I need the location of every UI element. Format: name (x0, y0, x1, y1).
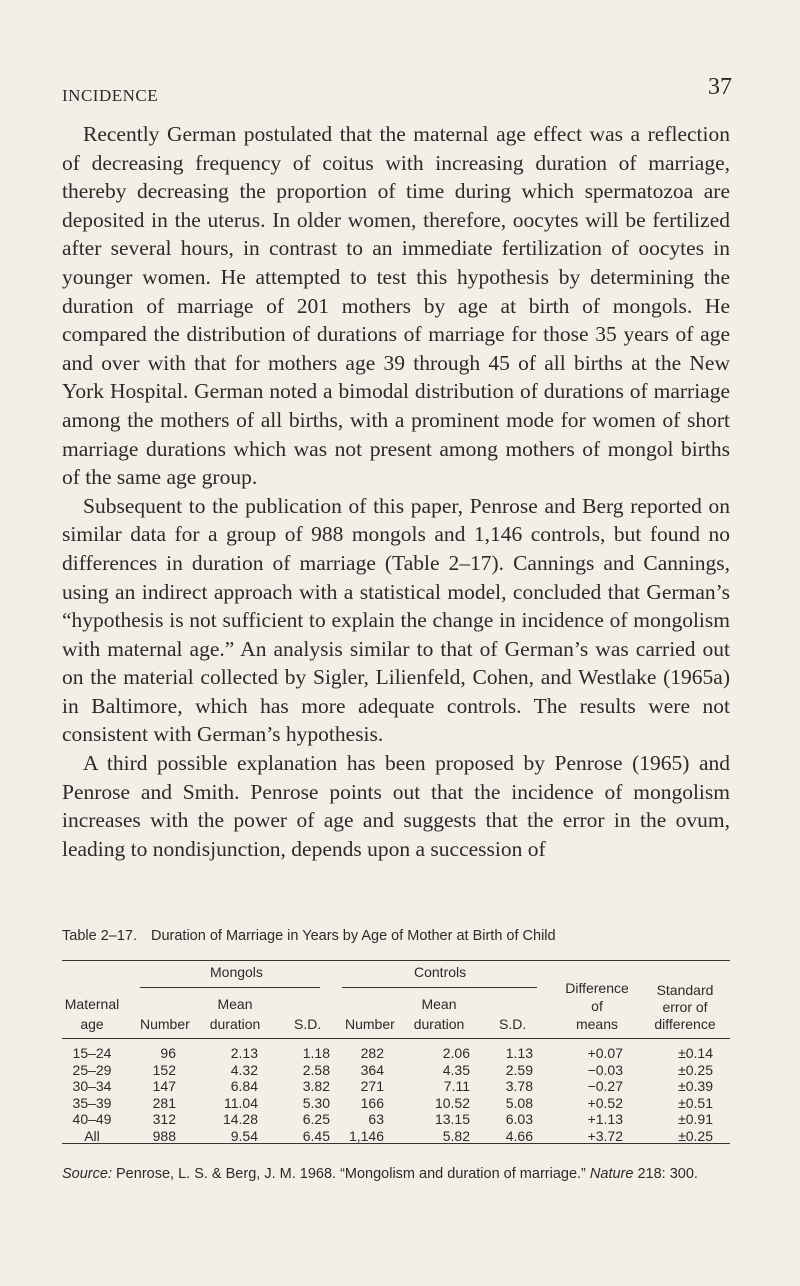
cell-m-mean: 2.13 (230, 1045, 258, 1061)
table-header-rule (62, 1038, 730, 1039)
source-journal: Nature (589, 1166, 634, 1182)
table-top-rule (62, 960, 730, 961)
cell-age: 25–29 (72, 1061, 112, 1078)
cell-m-mean: 4.32 (230, 1061, 258, 1078)
table-source (62, 1164, 730, 1185)
cell-c-mean: 10.52 (434, 1094, 470, 1111)
col-header-m-duration: duration (209, 1016, 261, 1032)
cell-c-number: 271 (360, 1078, 384, 1095)
cell-age: 40–49 (72, 1111, 112, 1128)
cell-age: 15–24 (72, 1045, 112, 1061)
cell-m-mean: 6.84 (230, 1078, 258, 1095)
cell-m-sd: 6.45 (302, 1128, 330, 1144)
col-header-standard: Standard (656, 982, 714, 998)
col-header-age: age (80, 1016, 104, 1032)
col-header-c-duration: duration (413, 1016, 465, 1032)
group-header-controls: Controls (414, 964, 467, 980)
cell-std-error: ±0.25 (678, 1128, 713, 1144)
col-header-maternal: Maternal (64, 996, 120, 1012)
col-header-c-sd: S.D. (499, 1016, 527, 1032)
cell-difference: +3.72 (587, 1128, 623, 1144)
col-header-c-mean: Mean (421, 996, 457, 1012)
col-header-c-number: Number (345, 1016, 395, 1032)
cell-m-number: 152 (152, 1061, 176, 1078)
cell-m-number: 988 (152, 1128, 176, 1144)
cell-m-sd: 2.58 (302, 1061, 330, 1078)
col-header-m-sd: S.D. (294, 1016, 322, 1032)
source-label: Source: (62, 1166, 112, 1182)
col-header-difference-se: difference (654, 1016, 716, 1032)
mongols-group-rule (140, 987, 320, 988)
cell-std-error: ±0.91 (678, 1111, 713, 1128)
cell-difference: −0.03 (587, 1061, 623, 1078)
cell-c-sd: 4.66 (505, 1128, 533, 1144)
cell-difference: +0.52 (587, 1094, 623, 1111)
cell-age: All (84, 1128, 100, 1144)
cell-c-mean: 4.35 (442, 1061, 470, 1078)
cell-c-sd: 6.03 (505, 1111, 533, 1128)
cell-c-sd: 2.59 (505, 1061, 533, 1078)
cell-c-number: 166 (360, 1094, 384, 1111)
col-header-error-of: error of (662, 999, 708, 1015)
table-bottom-rule (62, 1143, 730, 1144)
cell-difference: +1.13 (587, 1111, 623, 1128)
cell-age: 30–34 (72, 1078, 112, 1095)
cell-c-mean: 7.11 (443, 1078, 470, 1095)
cell-difference: +0.07 (587, 1045, 623, 1061)
cell-m-number: 312 (152, 1111, 176, 1128)
cell-std-error: ±0.39 (678, 1078, 713, 1095)
group-header-mongols: Mongols (210, 964, 263, 980)
cell-m-number: 147 (152, 1078, 176, 1095)
running-head: INCIDENCE (62, 86, 159, 105)
page-number: 37 (708, 74, 732, 100)
col-header-m-number: Number (140, 1016, 190, 1032)
cell-c-number: 63 (368, 1111, 384, 1128)
source-text: Penrose, L. S. & Berg, J. M. 1968. “Mongolism and duration of marriage.” (116, 1166, 586, 1182)
cell-c-number: 282 (360, 1045, 384, 1061)
table-number: Table 2–17. (62, 928, 137, 944)
cell-c-mean: 13.15 (434, 1111, 470, 1128)
cell-c-sd: 5.08 (505, 1094, 533, 1111)
cell-std-error: ±0.14 (678, 1045, 713, 1061)
table-caption (62, 928, 730, 944)
cell-std-error: ±0.25 (678, 1061, 713, 1078)
cell-m-sd: 1.18 (302, 1045, 330, 1061)
col-header-of: of (591, 998, 603, 1014)
cell-c-sd: 1.13 (505, 1045, 533, 1061)
paragraph: Subsequent to the publication of this paper, Penrose and Berg reported on similar data for a group of 988 mongols and 1,146 controls, but found no differences in duration of marriage (Table 2–17). Cannings and Cannings, using an indirect approach with a statistical model, concluded that German’s “hypothesis is not sufficient to explain the change in incidence of mongolism with maternal age.” An analysis similar to that of German’s was carried out on the material collected by Sigler, Lilienfeld, Cohen, and Westlake (1965a) in Baltimore, which has more adequate controls. The results were not consistent with German’s hypothesis. (62, 493, 730, 747)
cell-m-number: 96 (160, 1045, 176, 1061)
cell-difference: −0.27 (587, 1078, 623, 1095)
cell-c-number: 1,146 (348, 1128, 384, 1144)
cell-m-mean: 14.28 (222, 1111, 258, 1128)
cell-m-number: 281 (152, 1094, 176, 1111)
cell-c-mean: 5.82 (442, 1128, 470, 1144)
col-header-means: means (575, 1016, 619, 1032)
cell-std-error: ±0.51 (678, 1094, 713, 1111)
cell-c-mean: 2.06 (442, 1045, 470, 1061)
cell-m-sd: 3.82 (302, 1078, 330, 1095)
paragraph: A third possible explanation has been proposed by Penrose (1965) and Penrose and Smith. Penrose points out that the incidence of mongolism increases with the power of age and suggests that the error in the ovum, leading to nondisjunction, depends upon a succession of (62, 751, 730, 861)
cell-m-sd: 5.30 (302, 1094, 330, 1111)
cell-m-mean: 11.04 (224, 1094, 258, 1111)
cell-c-sd: 3.78 (505, 1078, 533, 1095)
cell-m-sd: 6.25 (302, 1111, 330, 1128)
controls-group-rule (342, 987, 537, 988)
cell-m-mean: 9.54 (230, 1128, 258, 1144)
table-title: Duration of Marriage in Years by Age of Mother at Birth of Child (150, 928, 556, 944)
body-text (62, 120, 730, 863)
col-header-m-mean: Mean (217, 996, 253, 1012)
page-header (62, 74, 732, 110)
col-header-difference: Difference (565, 980, 629, 996)
cell-age: 35–39 (72, 1094, 112, 1111)
paragraph: Recently German postulated that the maternal age effect was a reflection of decreasing frequency of coitus with increasing duration of marriage, thereby decreasing the proportion of time during which spermatozoa are deposited in the uterus. In older women, therefore, oocytes will be fertilized after several hours, in contrast to an immediate fertilization of oocytes in younger women. He attempted to test this hypothesis by determining the duration of marriage of 201 mothers by age at birth of mongols. He compared the distribution of durations of marriage for those 35 years of age and over with that for mothers age 39 through 45 of all births at the New York Hospital. German noted a bimodal distribution of durations of marriage among the mothers of all births, with a prominent mode for women of short marriage durations which was not present among mothers of mongol births of the same age group. (62, 122, 730, 490)
source-tail: 218: 300. (637, 1166, 698, 1182)
cell-c-number: 364 (360, 1061, 384, 1078)
